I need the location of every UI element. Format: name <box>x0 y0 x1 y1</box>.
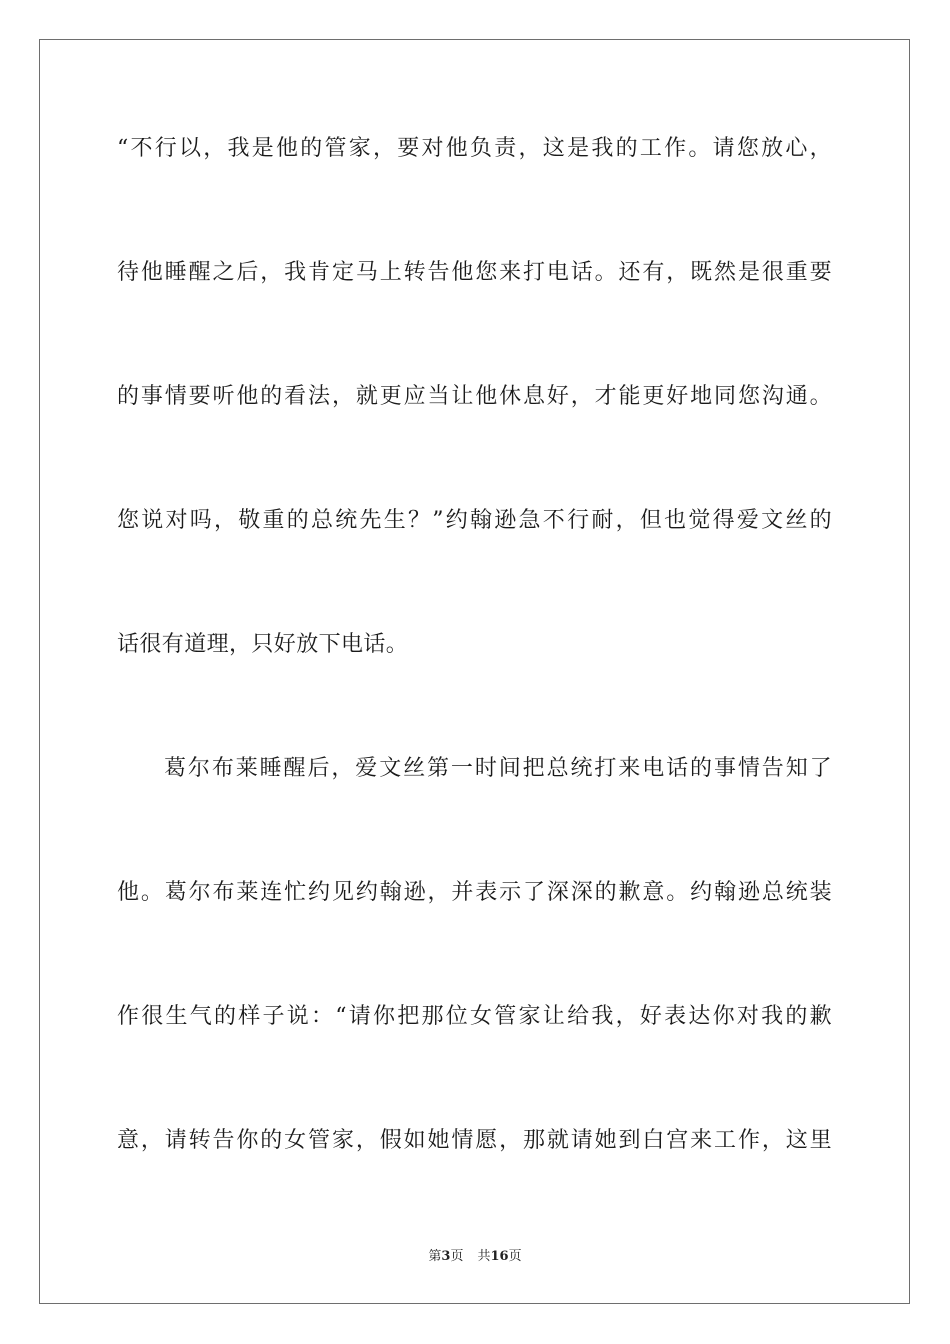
paragraph-2-line-3: 作很生气的样子说：“请你把那位女管家让给我，好表达你对我的歉 <box>117 1004 832 1029</box>
paragraph-line-3: 的事情要听他的看法，就更应当让他休息好，才能更好地同您沟通。 <box>117 384 832 409</box>
paragraph-2-line-4: 意，请转告你的女管家，假如她情愿，那就请她到白宫来工作，这里 <box>117 1128 832 1153</box>
page-footer <box>0 1248 950 1266</box>
paragraph-line-1: “不行以，我是他的管家，要对他负责，这是我的工作。请您放心， <box>117 136 832 161</box>
paragraph-2-line-2: 他。葛尔布莱连忙约见约翰逊，并表示了深深的歉意。约翰逊总统装 <box>117 880 832 905</box>
total-prefix: 共 <box>477 1249 491 1264</box>
paragraph-line-2: 待他睡醒之后，我肯定马上转告他您来打电话。还有，既然是很重要 <box>117 260 832 285</box>
paragraph-line-5: 话很有道理，只好放下电话。 <box>117 632 409 657</box>
total-suffix: 页 <box>508 1249 522 1264</box>
page-total: 16 <box>490 1249 509 1264</box>
page-border <box>39 39 910 1304</box>
paragraph-2-line-1: 葛尔布莱睡醒后，爱文丝第一时间把总统打来电话的事情告知了 <box>164 756 832 781</box>
paragraph-line-4: 您说对吗，敬重的总统先生？”约翰逊急不行耐，但也觉得爱文丝的 <box>117 508 832 533</box>
page-current: 3 <box>441 1249 451 1264</box>
page-suffix: 页 <box>450 1249 464 1264</box>
page-prefix: 第 <box>428 1249 442 1264</box>
